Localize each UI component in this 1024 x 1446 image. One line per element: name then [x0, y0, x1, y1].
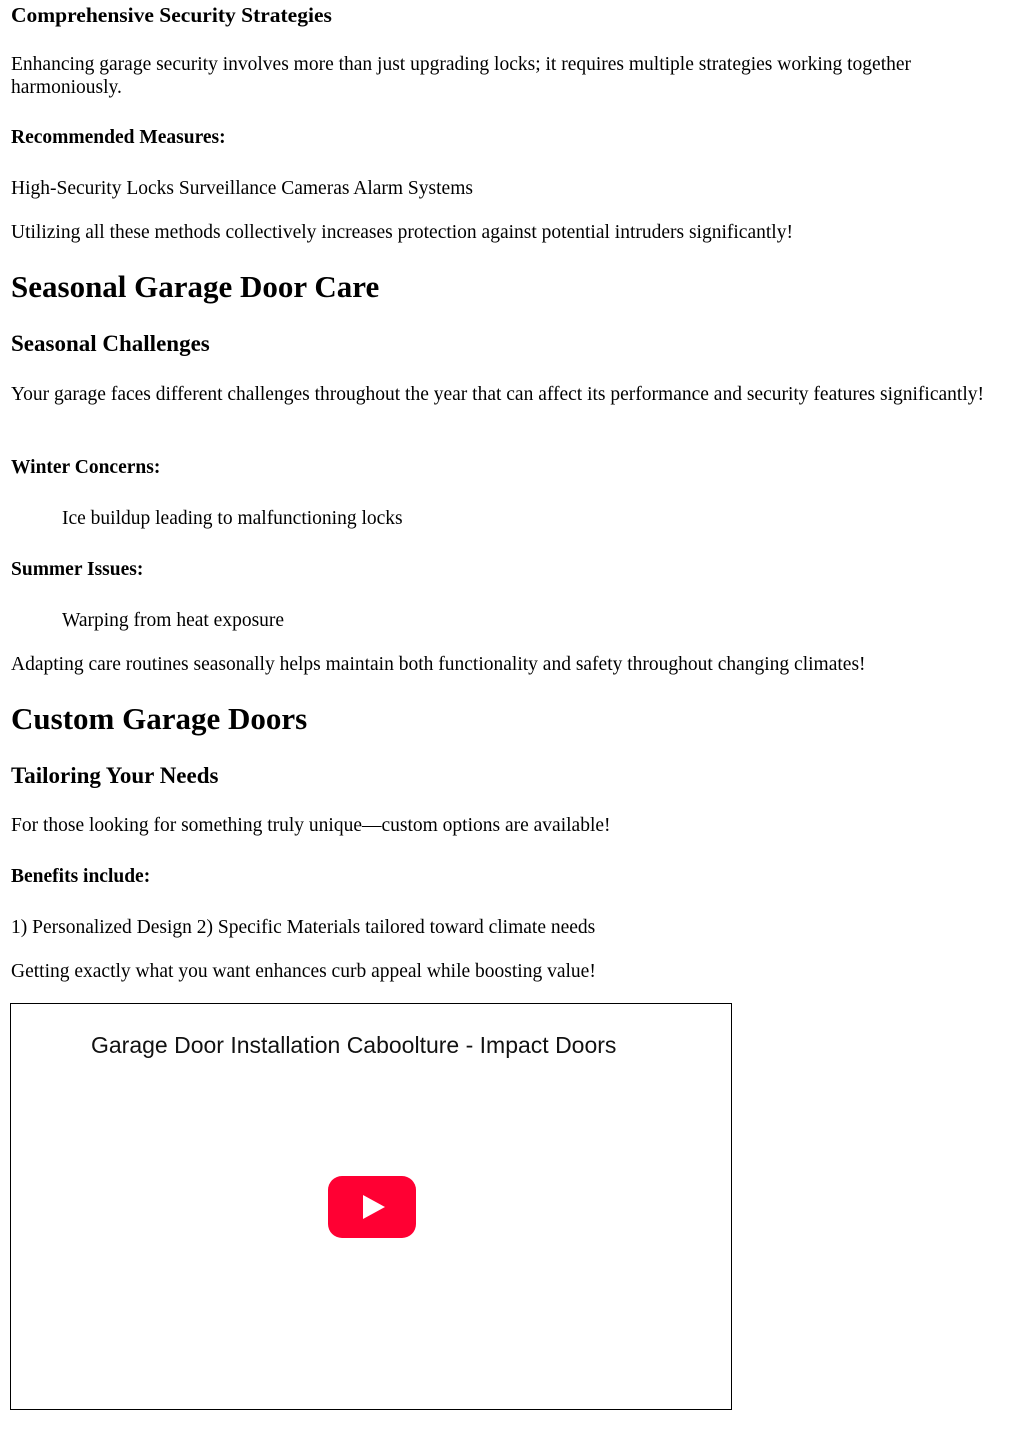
security-heading: Comprehensive Security Strategies	[11, 3, 332, 27]
video-embed[interactable]	[10, 1003, 732, 1410]
video-title[interactable]: Garage Door Installation Caboolture - Impact Doors	[91, 1032, 617, 1058]
summer-item: Warping from heat exposure	[62, 610, 285, 631]
seasonal-conclusion: Adapting care routines seasonally helps maintain both functionality and safety throughout changing climates!	[11, 654, 866, 675]
measures-label: Recommended Measures:	[11, 127, 226, 148]
summer-label: Summer Issues:	[11, 559, 144, 580]
custom-intro: For those looking for something truly unique—custom options are available!	[11, 815, 611, 836]
custom-conclusion: Getting exactly what you want enhances curb appeal while boosting value!	[11, 961, 596, 982]
benefits-label: Benefits include:	[11, 866, 151, 887]
seasonal-heading: Seasonal Garage Door Care	[11, 269, 380, 304]
seasonal-intro: Your garage faces different challenges throughout the year that can affect its performance and security features significantly!	[11, 384, 984, 405]
winter-label: Winter Concerns:	[11, 457, 161, 478]
play-icon[interactable]	[328, 1176, 416, 1238]
custom-subheading: Tailoring Your Needs	[11, 763, 219, 788]
seasonal-subheading: Seasonal Challenges	[11, 331, 210, 356]
security-intro: Enhancing garage security involves more than just upgrading locks; it requires multiple strategies working together harmoniously.	[11, 54, 912, 98]
winter-item: Ice buildup leading to malfunctioning locks	[62, 508, 403, 529]
security-conclusion: Utilizing all these methods collectively increases protection against potential intruders significantly!	[11, 222, 793, 243]
custom-heading: Custom Garage Doors	[11, 701, 308, 736]
measures-list: High-Security Locks Surveillance Cameras Alarm Systems	[11, 178, 473, 199]
play-button[interactable]	[328, 1176, 416, 1238]
benefits-list: 1) Personalized Design 2) Specific Materials tailored toward climate needs	[11, 917, 596, 938]
